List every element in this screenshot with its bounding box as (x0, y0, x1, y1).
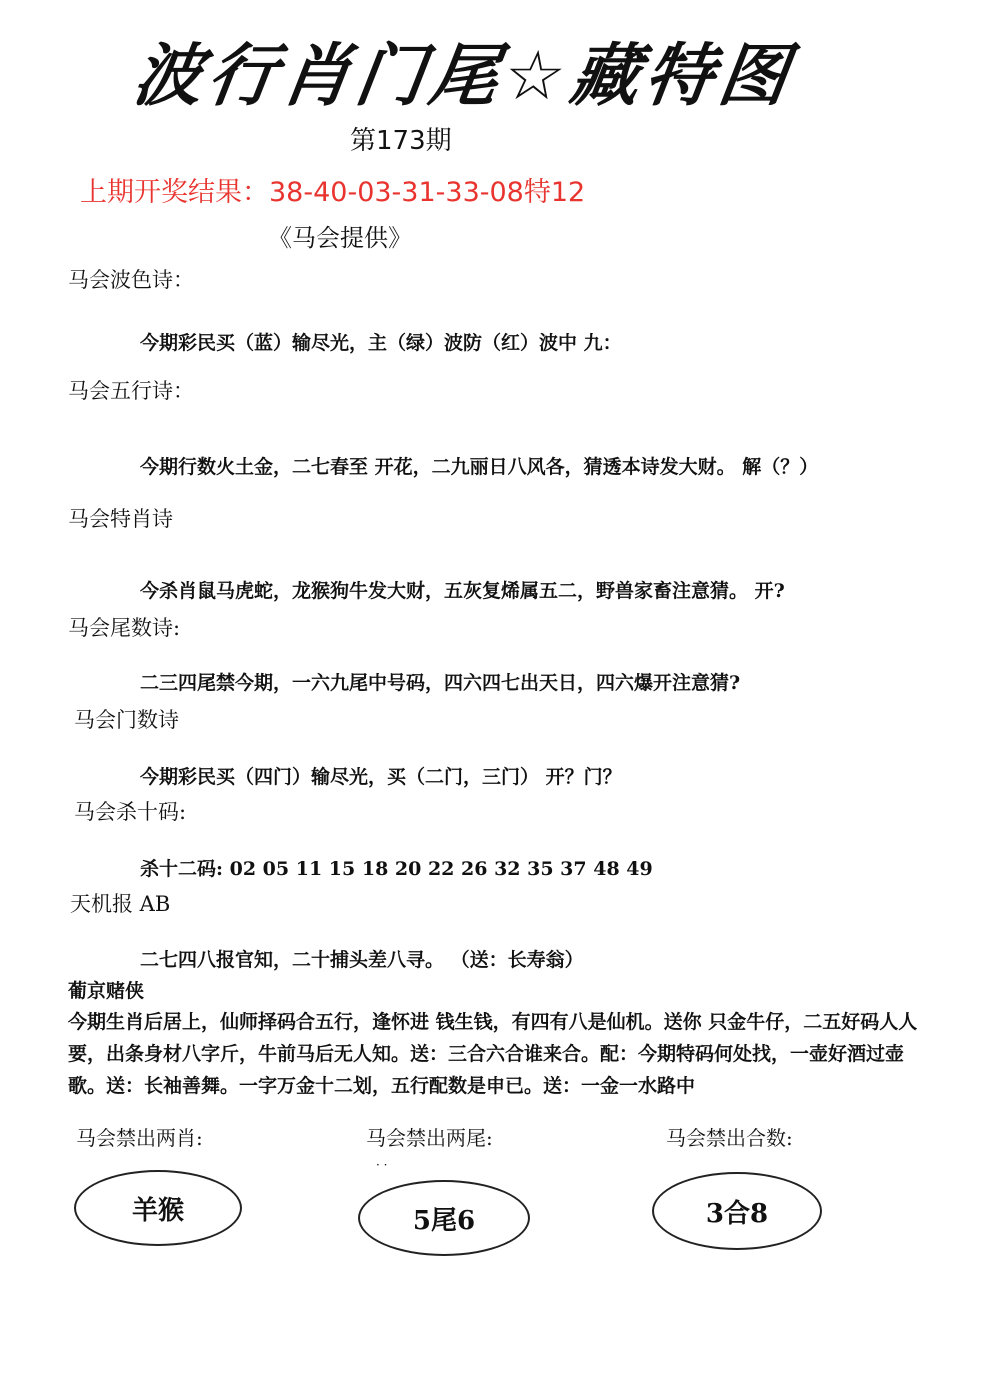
ban-oval-zodiac (74, 1170, 242, 1246)
section-body-tianji: 二七四八报官知，二十捕头差八寻。 （送：长寿翁） (140, 949, 584, 971)
page-title: 波行肖门尾☆藏特图 (128, 37, 799, 116)
ban-label-tail: 马会禁出两尾: (366, 1126, 493, 1150)
ban-oval-sum (652, 1172, 822, 1250)
last-result-label: 上期开奖结果： (80, 177, 269, 208)
section-body-tail-number: 二三四尾禁今期，一六九尾中号码，四六四七出天日，四六爆开注意猜? (140, 672, 741, 694)
section-heading-door-number: 马会门数诗 (74, 708, 179, 732)
section-body-wave-color: 今期彩民买（蓝）输尽光，主（绿）波防（红）波中 九： (140, 332, 622, 354)
section-heading-wave-color: 马会波色诗： (68, 268, 194, 292)
issue-number: 第173期 (350, 126, 452, 156)
last-result (80, 170, 585, 209)
last-result-value: 38-40-03-31-33-08特12 (269, 177, 586, 208)
puzzle-text: 今期生肖后居上，仙师择码合五行，逢怀进 钱生钱，有四有八是仙机。送你 只金牛仔，二五好码人人要，出条身材八字斤，牛前马后无人知。送：三合六合谁来合。配：今期特码何处找，一壶好酒过壶歌。送：长袖善舞。一字万金十二划，五行配数是申已。送：一金一水路中 (68, 1011, 918, 1097)
ban-oval-tail (358, 1180, 530, 1256)
ban-label-zodiac: 马会禁出两肖: (76, 1126, 203, 1150)
section-heading-five-elements: 马会五行诗： (68, 379, 194, 403)
ban-value-tail: 5尾6 (412, 1205, 476, 1236)
ban-label-sum: 马会禁出合数: (666, 1126, 793, 1150)
provider-label: 《马会提供》 (268, 224, 412, 252)
section-heading-tail-number: 马会尾数诗: (68, 616, 181, 640)
decorative-dots: · · (376, 1158, 388, 1172)
section-body-kill-numbers: 杀十二码: 02 05 11 15 18 20 22 26 32 35 37 48 49 (140, 858, 653, 880)
ban-value-zodiac: 羊猴 (131, 1195, 184, 1226)
section-body-special-zodiac: 今杀肖鼠马虎蛇，龙猴狗牛发大财，五灰复烯属五二，野兽家畜注意猜。 开? (140, 580, 785, 602)
puzzle-heading: 葡京赌侠 (68, 980, 145, 1002)
section-body-five-elements: 今期行数火土金，二七春至 开花，二九丽日八风各，猜透本诗发大财。 解（？） (140, 456, 819, 478)
section-body-door-number: 今期彩民买（四门）输尽光，买（二门，三门） 开？门？ (140, 766, 622, 788)
section-heading-tianji: 天机报 AB (70, 892, 171, 916)
section-heading-special-zodiac: 马会特肖诗 (68, 507, 173, 531)
ban-value-sum: 3合8 (705, 1198, 769, 1229)
section-heading-kill-numbers: 马会杀十码: (74, 800, 187, 824)
